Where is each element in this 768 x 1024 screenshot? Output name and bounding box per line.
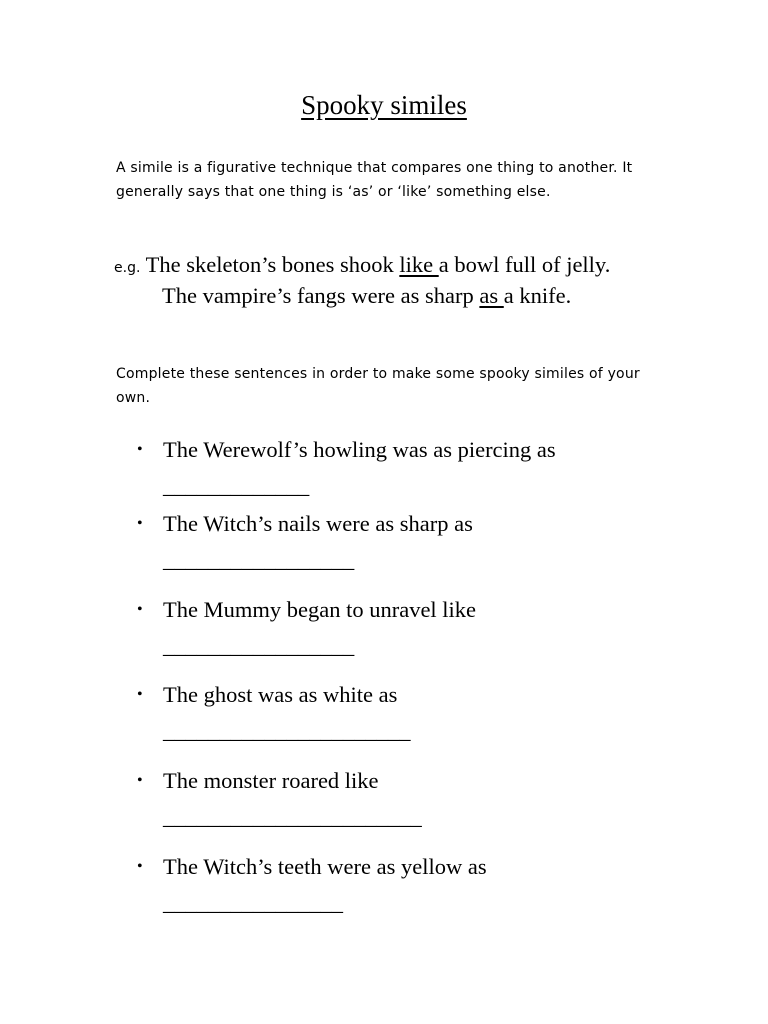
example-2-after: a knife. xyxy=(503,283,572,308)
bullet-icon: • xyxy=(137,515,143,532)
bullet-icon: • xyxy=(137,772,143,789)
bullet-icon: • xyxy=(137,441,143,458)
example-2-keyword: as xyxy=(479,283,504,308)
bullet-icon: • xyxy=(137,686,143,703)
example-1-after: a bowl full of jelly. xyxy=(438,252,611,277)
bullet-icon: • xyxy=(137,601,143,618)
sentence-stem: The Witch’s nails were as sharp as xyxy=(163,511,473,536)
answer-blank[interactable]: ______________________ xyxy=(163,718,411,743)
example-2-before: The vampire’s fangs were as sharp xyxy=(162,283,480,308)
simile-definition: A simile is a figurative technique that compares one thing to another. It generally says that one thing is ‘as’ or ‘like’ something else. xyxy=(116,160,633,200)
answer-blank[interactable]: _________________ xyxy=(163,547,355,572)
answer-blank[interactable]: _____________ xyxy=(163,473,310,498)
page-title: Spooky similes xyxy=(301,90,467,120)
sentence-stem: The monster roared like xyxy=(163,768,379,793)
bullet-icon: • xyxy=(137,858,143,875)
instructions: Complete these sentences in order to make some spooky similes of your own. xyxy=(116,366,640,406)
sentence-stem: The Mummy began to unravel like xyxy=(163,597,477,622)
example-label: e.g. xyxy=(114,260,141,276)
answer-blank[interactable]: _______________________ xyxy=(163,804,422,829)
sentence-stem: The ghost was as white as xyxy=(163,682,398,707)
sentence-stem: The Werewolf’s howling was as piercing as xyxy=(163,437,556,462)
example-1-before: The skeleton’s bones shook xyxy=(140,252,400,277)
answer-blank[interactable]: _________________ xyxy=(163,633,355,658)
sentence-stem: The Witch’s teeth were as yellow as xyxy=(163,854,487,879)
example-1-keyword: like xyxy=(399,252,439,277)
answer-blank[interactable]: ________________ xyxy=(163,890,343,915)
